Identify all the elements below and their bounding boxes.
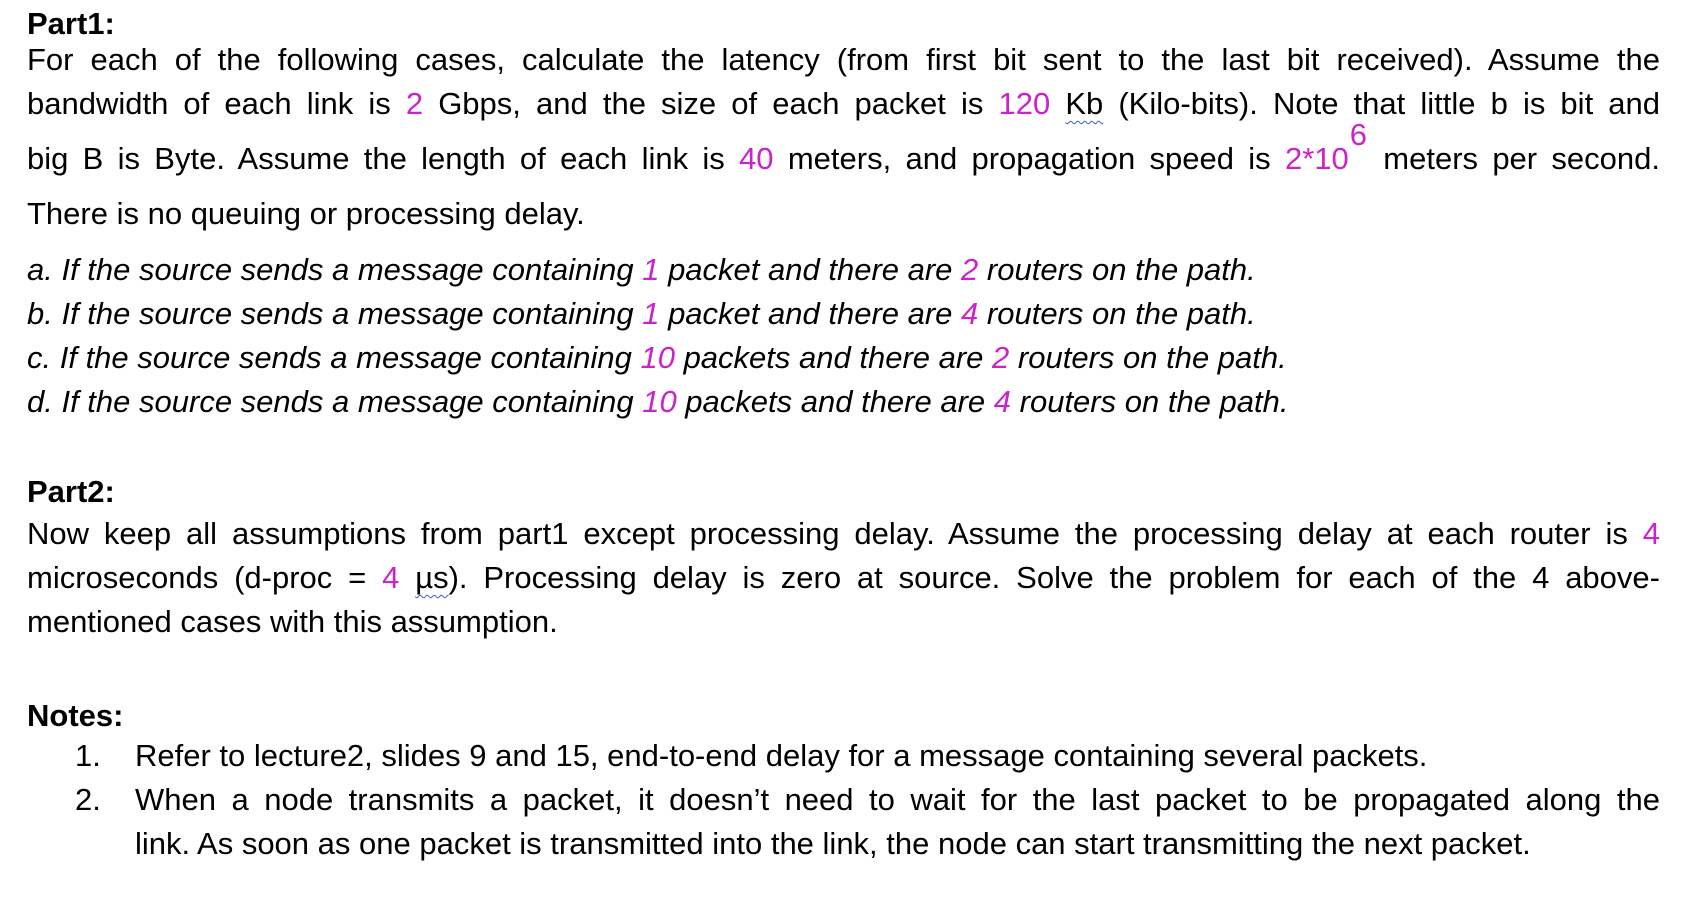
case-text: a. If the source sends a message containing bbox=[27, 252, 643, 287]
case-text: c. If the source sends a message containing bbox=[27, 340, 641, 375]
note-text bbox=[135, 734, 1660, 778]
case-item bbox=[27, 248, 1289, 292]
note-line: When a node transmits a packet, it doesn’t need to wait for the last packet to be propagated along the bbox=[135, 782, 1660, 817]
part2-line-1 bbox=[27, 512, 1660, 556]
packet-count: 10 bbox=[640, 340, 675, 375]
intro-text: (Kilo-bits). Note that little b is bit and bbox=[1103, 86, 1661, 121]
part2-text: microseconds (d-proc = bbox=[27, 560, 383, 595]
notes-heading: Notes: bbox=[27, 698, 124, 733]
intro-line-3 bbox=[27, 117, 1660, 192]
part2-body bbox=[27, 512, 1660, 644]
case-text: packet and there are bbox=[659, 296, 962, 331]
intro-text bbox=[1050, 86, 1065, 121]
proc-delay-value: 4 bbox=[382, 560, 400, 595]
case-text: routers on the path. bbox=[978, 252, 1256, 287]
note-item bbox=[75, 778, 1660, 866]
case-text: b. If the source sends a message containing bbox=[27, 296, 643, 331]
proc-delay-value: 4 bbox=[1642, 516, 1660, 551]
case-text: packet and there are bbox=[659, 252, 962, 287]
note-number: 2. bbox=[75, 782, 101, 817]
router-count: 4 bbox=[961, 296, 979, 331]
part2-line-2 bbox=[27, 556, 1660, 600]
part2-text: ). Processing delay is zero at source. Solve the problem for each of the 4 above- bbox=[448, 560, 1660, 595]
part1-heading: Part1: bbox=[27, 6, 115, 41]
intro-text: There is no queuing or processing delay. bbox=[27, 196, 585, 231]
intro-text: Gbps, and the size of each packet is bbox=[423, 86, 999, 121]
case-text: routers on the path. bbox=[1011, 384, 1289, 419]
case-text: packets and there are bbox=[676, 384, 994, 419]
case-item bbox=[27, 380, 1289, 424]
case-item bbox=[27, 336, 1289, 380]
intro-text: For each of the following cases, calculate the latency (from first bit sent to the last bit received). Assume the bbox=[27, 42, 1660, 77]
intro-line-2 bbox=[27, 82, 1660, 126]
note-text bbox=[135, 778, 1660, 866]
router-count: 2 bbox=[961, 252, 979, 287]
case-list bbox=[27, 248, 1289, 424]
microsecond-unit: µs bbox=[415, 560, 449, 595]
packet-count: 1 bbox=[642, 252, 660, 287]
part2-line-3 bbox=[27, 600, 1660, 644]
note-line: link. As soon as one packet is transmitted into the link, the node can start transmitting the next packet. bbox=[135, 826, 1531, 861]
packet-size-value: 120 bbox=[998, 86, 1051, 121]
note-line: Refer to lecture2, slides 9 and 15, end-to-end delay for a message containing several packets. bbox=[135, 738, 1428, 773]
speed-exponent: 6 bbox=[1349, 117, 1367, 152]
part2-text: Now keep all assumptions from part1 except processing delay. Assume the processing delay at each router is bbox=[27, 516, 1643, 551]
link-length-value: 40 bbox=[739, 141, 774, 176]
propagation-speed-value: 2*10 bbox=[1284, 141, 1349, 176]
kb-unit: Kb bbox=[1065, 86, 1104, 121]
router-count: 4 bbox=[993, 384, 1012, 419]
note-number: 1. bbox=[75, 738, 101, 773]
case-text: d. If the source sends a message containing bbox=[27, 384, 643, 419]
part1-intro bbox=[27, 38, 1660, 236]
bandwidth-value: 2 bbox=[405, 86, 424, 121]
notes-list bbox=[75, 734, 1660, 866]
packet-count: 10 bbox=[642, 384, 677, 419]
intro-text: bandwidth of each link is bbox=[27, 86, 406, 121]
intro-text: big B is Byte. Assume the length of each link is bbox=[27, 141, 740, 176]
part2-heading: Part2: bbox=[27, 474, 115, 509]
note-item bbox=[75, 734, 1660, 778]
case-text: routers on the path. bbox=[1009, 340, 1287, 375]
part2-text bbox=[399, 560, 415, 595]
intro-line-4 bbox=[27, 192, 1660, 236]
intro-text: meters per second. bbox=[1369, 141, 1660, 176]
part2-text: mentioned cases with this assumption. bbox=[27, 604, 558, 639]
intro-text: meters, and propagation speed is bbox=[773, 141, 1285, 176]
case-text: routers on the path. bbox=[978, 296, 1256, 331]
packet-count: 1 bbox=[642, 296, 660, 331]
case-text: packets and there are bbox=[674, 340, 993, 375]
case-item bbox=[27, 292, 1289, 336]
intro-line-1 bbox=[27, 38, 1660, 82]
router-count: 2 bbox=[992, 340, 1010, 375]
